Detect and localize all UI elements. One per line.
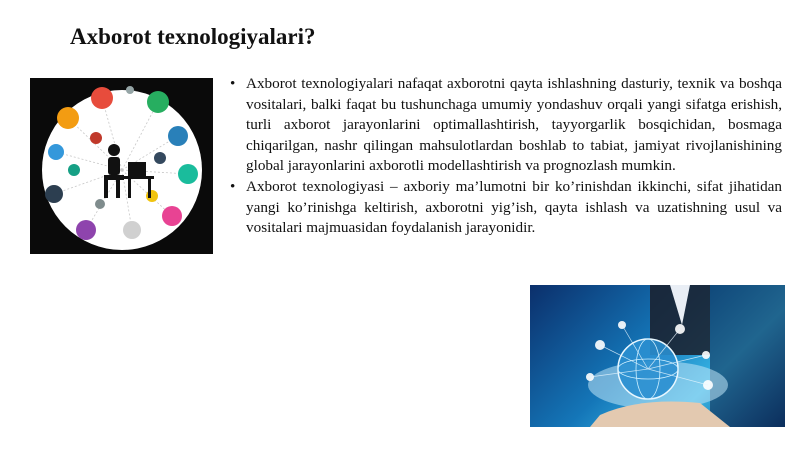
network-illustration [30,78,213,254]
network-illustration-graphic [30,78,213,254]
slide-title: Axborot texnologiyalari? [70,24,316,49]
tech-globe-illustration [530,285,785,427]
bullet-item: • Axborot texnologiyalari nafaqat axborotni qayta ishlashning dasturiy, texnik va boshqa vositalari, balki faqat bu tushunchaga umumiy yondashuv orqali yangi sifatga erishish, turli axborot jarayonlarini optimallashtirish, tayyorgarlik bosqichidan, bosmaga chiqarilgan, nashr qilingan mahsulotlardan boshlab to tabiat, jamiyat rivojlanishining global jarayonlarini axborotli modellashtirish va prognozlash mumkin. [230,74,782,177]
bullet-item: • Axborot texnologiyasi – axboriy ma’lumotni bir ko’rinishdan ikkinchi, sifat jihatidan yangi ko’rinishga keltirish, axborotni yig’ish, qayta ishlash va uzatishning usul va vositalari majmuasidan foydalanish jarayonidir. [230,177,782,239]
bullet-list [230,74,782,239]
tech-globe-illustration-graphic [530,285,785,427]
